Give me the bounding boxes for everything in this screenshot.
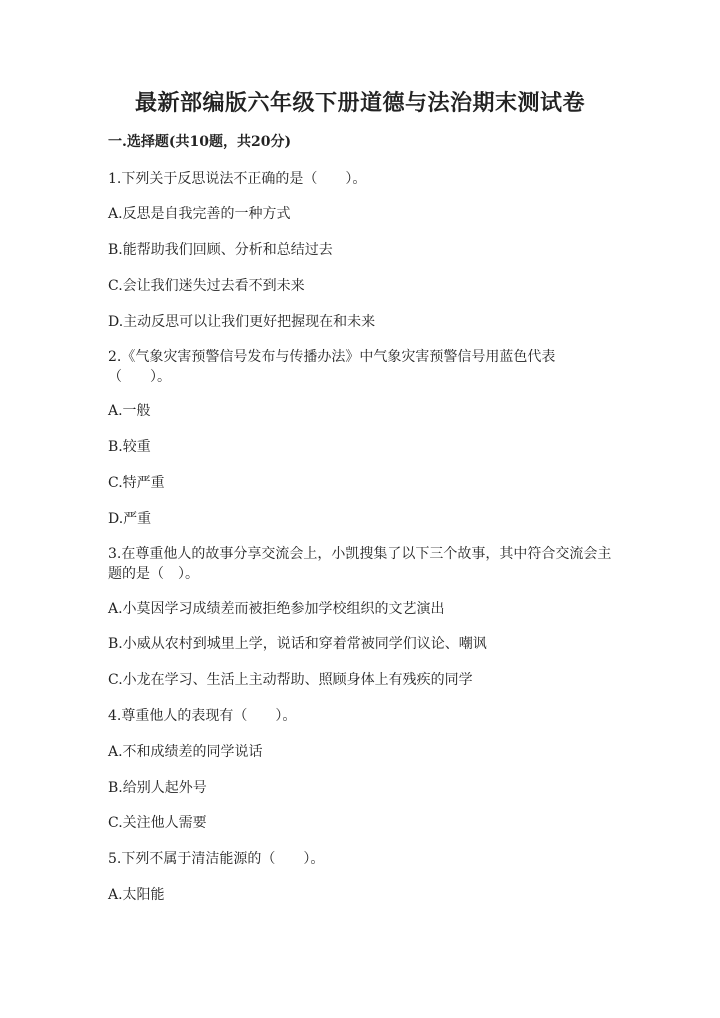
question-4-option-c: C.关注他人需要 xyxy=(108,815,207,831)
question-1-option-d: D.主动反思可以让我们更好把握现在和未来 xyxy=(108,314,376,330)
section-heading: 一.选择题(共10题，共20分) xyxy=(108,134,292,150)
question-2-option-b: B.较重 xyxy=(108,439,151,455)
question-1: 1.下列关于反思说法不正确的是（ ）。 xyxy=(108,171,367,187)
question-3-option-a: A.小莫因学习成绩差而被拒绝参加学校组织的文艺演出 xyxy=(108,601,445,617)
question-2-option-a: A.一般 xyxy=(108,403,151,419)
question-1-option-a: A.反思是自我完善的一种方式 xyxy=(108,206,291,222)
page-title: 最新部编版六年级下册道德与法治期末测试卷 xyxy=(134,90,585,116)
question-2-option-d: D.严重 xyxy=(108,511,152,527)
question-4-option-a: A.不和成绩差的同学说话 xyxy=(108,744,263,760)
question-1-option-c: C.会让我们迷失过去看不到未来 xyxy=(108,278,305,294)
question-3: 3.在尊重他人的故事分享交流会上，小凯搜集了以下三个故事，其中符合交流会主题的是（ ）。 xyxy=(108,546,612,582)
question-5-option-a: A.太阳能 xyxy=(108,887,165,903)
question-4-option-b: B.给别人起外号 xyxy=(108,780,207,796)
question-1-option-b: B.能帮助我们回顾、分析和总结过去 xyxy=(108,242,333,258)
question-3-option-b: B.小威从农村到城里上学，说话和穿着常被同学们议论、嘲讽 xyxy=(108,636,487,652)
question-5: 5.下列不属于清洁能源的（ ）。 xyxy=(108,851,325,867)
question-4: 4.尊重他人的表现有（ ）。 xyxy=(108,708,297,724)
question-2: 2.《气象灾害预警信号发布与传播办法》中气象灾害预警信号用蓝色代表（ ）。 xyxy=(108,349,556,385)
question-2-option-c: C.特严重 xyxy=(108,475,165,491)
question-3-option-c: C.小龙在学习、生活上主动帮助、照顾身体上有残疾的同学 xyxy=(108,672,473,688)
